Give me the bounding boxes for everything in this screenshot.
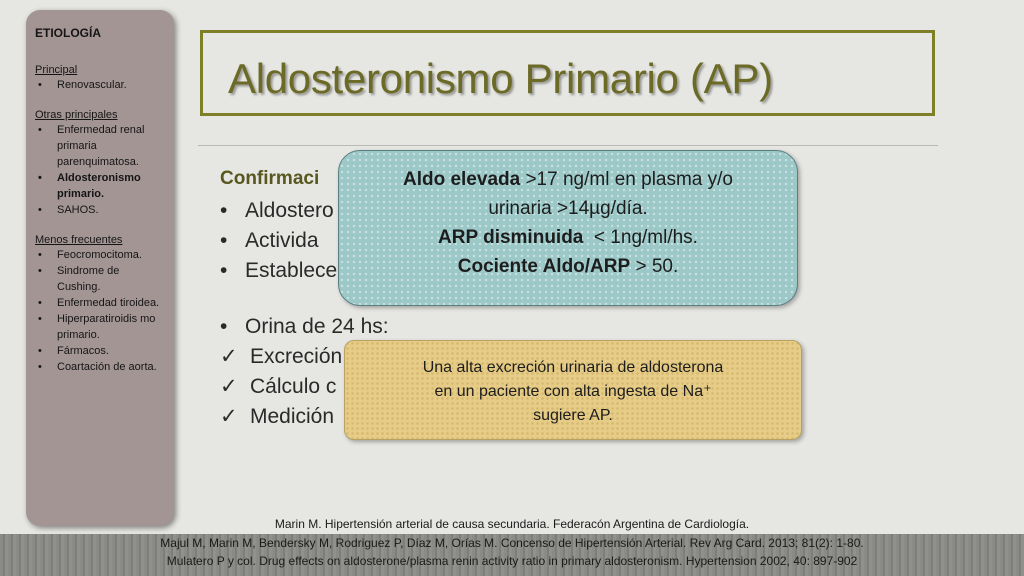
list-item: • Hiperparatiroidis mo primario. [35,311,165,343]
list-item: • Fármacos. [35,343,165,359]
references [0,515,1024,571]
list-item: • Renovascular. [35,77,165,93]
list-item: • Enfermedad tiroidea. [35,295,165,311]
sidebar-section-otras: Otras principales [35,109,118,121]
check-item-text: Excreción [250,345,343,368]
criteria-callout [338,150,798,306]
divider [198,145,938,146]
list-item: • Activida [220,226,800,256]
checkmark-icon: ✓ [220,375,238,398]
reference-line: Majul M, Marin M, Bendersky M, Rodriguez P, Díaz M, Orías M. Concenso de Hipertensión Arterial. Rev Arg Card. 2013; 81(2): 1-80. [160,535,864,550]
urine-note-callout [344,340,802,440]
principal-list [35,77,174,93]
menos-list [35,247,174,375]
callout-text: < 1ng/ml/hs. [583,227,698,248]
callout-text: > 50. [630,256,679,277]
callout-bold-text: Cociente Aldo/ARP [457,256,631,277]
callout-bold-text: Aldo elevada [402,169,521,190]
callout-text: >17 ng/ml en plasma y/o [520,169,734,190]
otras-list [35,122,174,218]
etiology-sidebar [26,10,174,526]
checkmark-icon: ✓ [220,405,238,428]
list-item: • Enfermedad renal primaria parenquimatosa. [35,122,165,170]
reference-line: Marin M. Hipertensión arterial de causa secundaria. Federacón Argentina de Cardiología. [274,517,750,531]
sidebar-heading: ETIOLOGÍA [35,26,101,40]
page-title: Aldosteronismo Primario (AP) [228,55,773,102]
sidebar-section-menos: Menos frecuentes [35,234,123,246]
list-item: • SAHOS. [35,202,165,218]
checkmark-icon: ✓ [220,345,238,368]
callout-text: en un paciente con alta ingesta de Na⁺ [434,383,712,400]
check-item-text: Cálculo c [250,375,337,398]
reference-line: Mulatero P y col. Drug effects on aldosterone/plasma renin activity ratio in primary aldosteronism. Hypertension 2002, 40: 897-902 [166,554,858,568]
callout-text: Una alta excreción urinaria de aldosterona [422,359,724,376]
list-item: • Establece [220,256,800,286]
callout-text: sugiere AP. [533,407,613,424]
check-item-text: Medición [250,405,335,428]
callout-bold-text: ARP disminuida [438,227,584,248]
urine-list [220,312,800,342]
list-item-highlighted: • Aldosteronismo primario. [35,170,165,202]
list-item: • Feocromocitoma. [35,247,165,263]
callout-text: urinaria >14µg/día. [488,198,648,219]
list-item: • Coartación de aorta. [35,359,165,375]
list-item: • Orina de 24 hs: [220,312,800,342]
confirmation-heading: Confirmaci [220,168,320,189]
list-item: • Aldostero [220,196,800,226]
sidebar-section-principal: Principal [35,64,78,76]
list-item: • Sindrome de Cushing. [35,263,165,295]
